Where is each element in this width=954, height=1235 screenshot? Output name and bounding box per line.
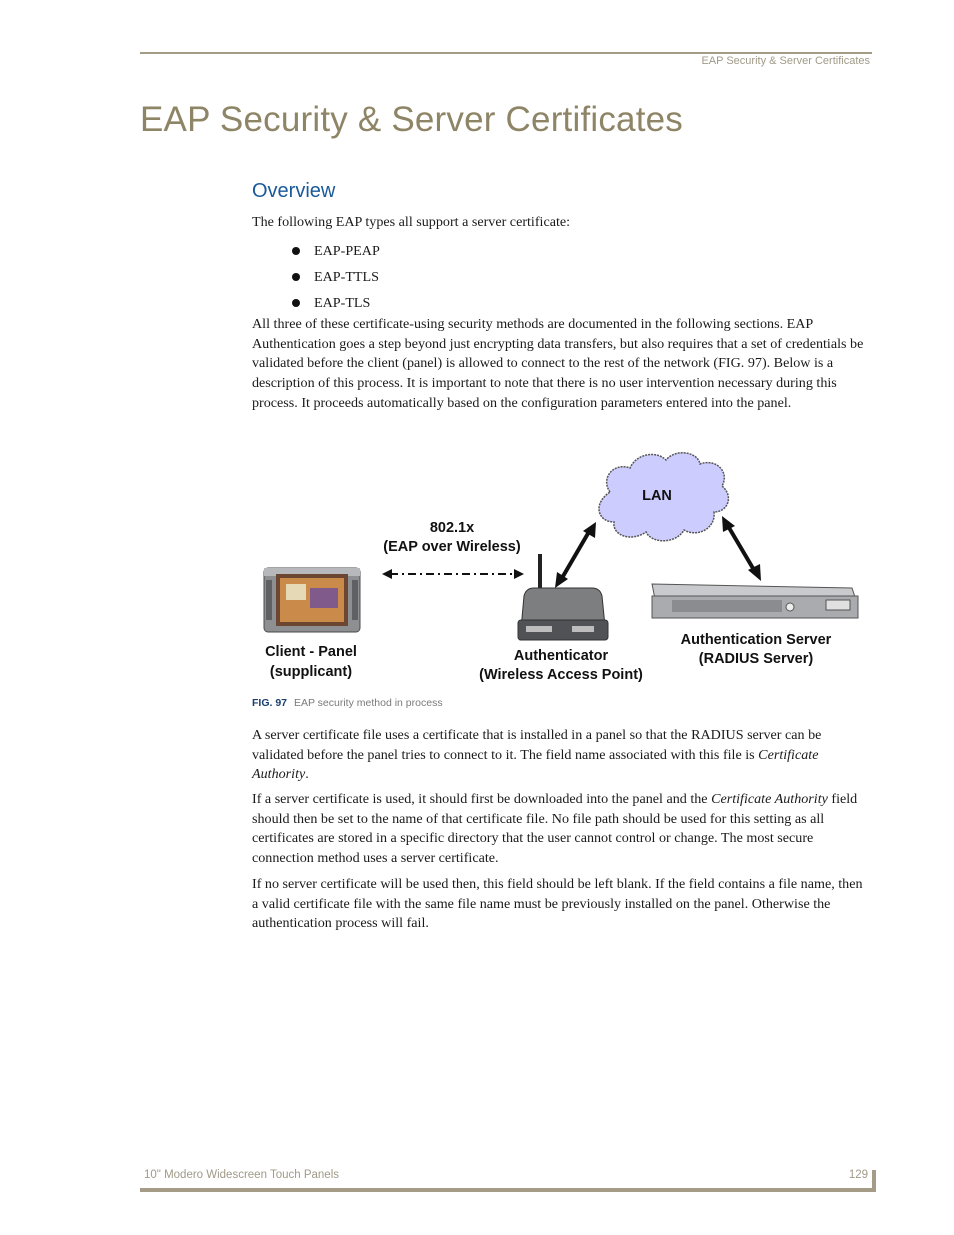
list-item: EAP-PEAP [292, 238, 380, 264]
paragraph: If no server certificate will be used then, this field should be left blank. If the field contains a file name, then a valid certificate file with the same file name must be previously installed on the panel. Otherwise the authentication process will fail. [252, 876, 863, 932]
bullet-icon [292, 247, 300, 255]
list-item: EAP-TTLS [292, 264, 380, 290]
running-header: EAP Security & Server Certificates [701, 55, 870, 67]
access-point-icon [518, 554, 608, 640]
paragraph: All three of these certificate-using security methods are documented in the following sections. EAP Authentication goes a step beyond just encrypting data transfers, but also requires that a set of credentials be validated before the client (panel) is allowed to connect to the rest of the network (FIG. 97). Below is a description of this process. It is important to note that there is no user intervention necessary during this process. It proceeds automatically based on the configuration parameters entered into the panel. [252, 316, 864, 411]
paragraph: If a server certificate is used, it should first be downloaded into the panel and the Certificate Authority field should then be set to the name of that certificate file. No file path should be used for this setting as all certificates are stored in a specific directory that the user cannot control or change. The most secure connection method uses a server certificate. [252, 791, 858, 867]
touch-panel-icon [264, 568, 360, 632]
server-sublabel: (RADIUS Server) [698, 651, 814, 667]
protocol-label: 802.1x [429, 520, 475, 536]
radius-server-icon [652, 584, 858, 618]
intro-paragraph: The following EAP types all support a server certificate: [252, 214, 571, 230]
eap-type-list [292, 238, 380, 316]
server-to-lan-arrow [722, 516, 761, 581]
figure-caption-text: EAP security method in process [293, 697, 443, 709]
wireless-link-arrow [382, 569, 524, 579]
ap-to-lan-arrow [555, 522, 596, 588]
page-title: EAP Security & Server Certificates [140, 100, 684, 139]
footer-rule [140, 1188, 876, 1192]
bullet-icon [292, 299, 300, 307]
client-sublabel: (supplicant) [269, 664, 353, 680]
section-heading: Overview [252, 180, 336, 202]
server-label: Authentication Server [680, 632, 832, 648]
bullet-icon [292, 273, 300, 281]
footer-tick [872, 1170, 876, 1190]
page-number: 129 [848, 1169, 868, 1181]
figure-number: FIG. 97 [252, 697, 288, 709]
paragraph: A server certificate file uses a certificate that is installed in a panel so that the RADIUS server can be validated before the panel tries to connect to it. The field name associated with this file is Certificate Authority. [252, 727, 822, 783]
footer-product-name: 10" Modero Widescreen Touch Panels [144, 1169, 340, 1181]
protocol-sublabel: (EAP over Wireless) [383, 539, 521, 555]
eap-diagram [252, 450, 872, 690]
figure-caption [252, 697, 443, 709]
authenticator-label: Authenticator [513, 648, 609, 664]
lan-label: LAN [642, 488, 672, 504]
header-rule [140, 52, 872, 54]
client-label: Client - Panel [265, 644, 357, 660]
list-item: EAP-TLS [292, 290, 380, 316]
authenticator-sublabel: (Wireless Access Point) [479, 667, 643, 683]
